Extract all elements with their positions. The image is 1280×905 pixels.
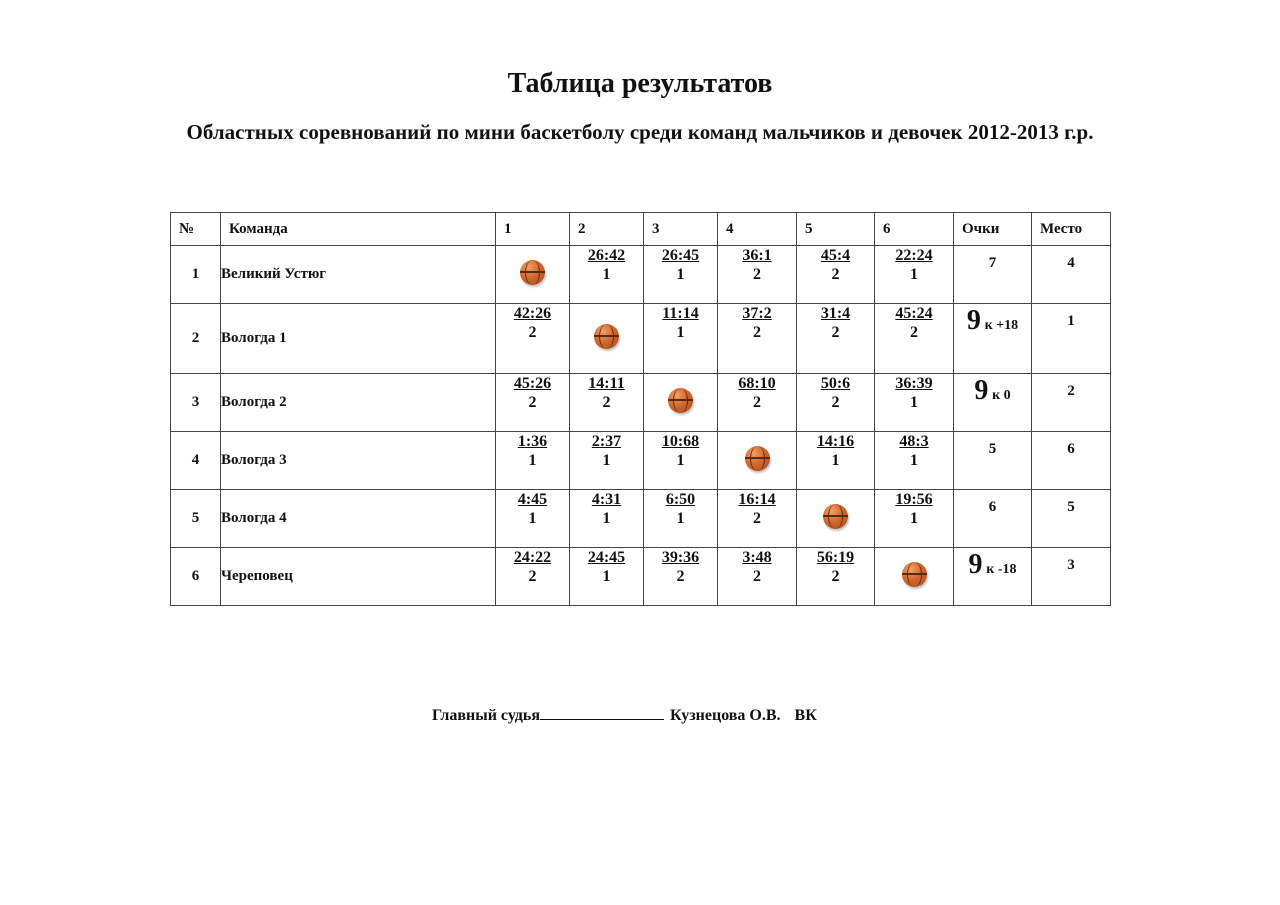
match-result-cell — [496, 304, 570, 374]
match-score: 36:39 — [895, 375, 933, 392]
match-score: 39:36 — [661, 549, 700, 566]
match-score: 48:3 — [899, 433, 929, 450]
match-points: 1 — [602, 568, 611, 585]
match-result-cell — [875, 304, 954, 374]
row-number: 1 — [171, 246, 221, 304]
header-col-2: 2 — [570, 213, 644, 246]
row-number: 4 — [171, 432, 221, 490]
header-row — [171, 213, 1111, 246]
page-subtitle: Областных соревнований по мини баскетболу среди команд мальчиков и девочек 2012-2013 г.р. — [186, 120, 1094, 144]
match-points: 1 — [528, 510, 537, 527]
match-result-cell — [644, 548, 718, 606]
match-score: 2:37 — [591, 433, 622, 450]
match-score: 22:24 — [895, 247, 933, 264]
basketball-icon — [823, 504, 848, 529]
table-row — [171, 432, 1111, 490]
header-col-4: 4 — [718, 213, 797, 246]
self-match-cell — [644, 374, 718, 432]
match-points: 1 — [676, 266, 685, 283]
table-row — [171, 246, 1111, 304]
total-points: 5 — [954, 432, 1032, 490]
match-result-cell — [644, 490, 718, 548]
team-name: Вологда 2 — [221, 374, 496, 432]
match-result-cell — [644, 432, 718, 490]
match-points: 1 — [910, 266, 918, 283]
signature-line — [432, 704, 817, 725]
self-match-cell — [496, 246, 570, 304]
match-result-cell — [570, 374, 644, 432]
match-result-cell — [496, 374, 570, 432]
match-result-cell — [718, 548, 797, 606]
match-score: 14:11 — [588, 375, 625, 392]
points-tiebreak-note: к 0 — [992, 388, 1011, 403]
match-score: 42:26 — [513, 305, 552, 322]
match-result-cell — [570, 548, 644, 606]
match-points: 2 — [753, 324, 761, 341]
match-score: 26:45 — [661, 247, 700, 264]
judge-label: Главный судья — [432, 707, 541, 724]
match-score: 45:24 — [895, 305, 933, 322]
points-tiebreak-note: к -18 — [986, 562, 1017, 577]
match-points: 2 — [753, 266, 761, 283]
match-points: 2 — [753, 394, 761, 411]
team-name: Вологда 3 — [221, 432, 496, 490]
team-name: Вологда 4 — [221, 490, 496, 548]
match-score: 11:14 — [662, 305, 699, 322]
match-points: 2 — [676, 568, 685, 585]
match-points: 2 — [528, 568, 537, 585]
match-result-cell — [797, 432, 875, 490]
match-result-cell — [496, 548, 570, 606]
final-place: 4 — [1032, 246, 1111, 304]
final-place: 6 — [1032, 432, 1111, 490]
match-result-cell — [797, 374, 875, 432]
match-result-cell — [570, 490, 644, 548]
match-points: 1 — [528, 452, 537, 469]
header-col-5: 5 — [797, 213, 875, 246]
points-value: 9 — [966, 305, 981, 336]
total-points — [954, 304, 1032, 374]
self-match-cell — [797, 490, 875, 548]
match-points: 1 — [676, 324, 685, 341]
header-place: Место — [1032, 213, 1111, 246]
match-points: 1 — [602, 510, 611, 527]
match-score: 19:56 — [895, 491, 933, 508]
final-place: 1 — [1032, 304, 1111, 374]
match-result-cell — [797, 548, 875, 606]
table-row — [171, 374, 1111, 432]
final-place: 2 — [1032, 374, 1111, 432]
match-score: 45:4 — [820, 247, 851, 264]
row-number: 6 — [171, 548, 221, 606]
header-col-1: 1 — [496, 213, 570, 246]
match-score: 1:36 — [517, 433, 548, 450]
total-points — [954, 374, 1032, 432]
row-number: 3 — [171, 374, 221, 432]
match-result-cell — [875, 432, 954, 490]
basketball-icon — [594, 324, 619, 349]
match-score: 36:1 — [742, 247, 772, 264]
match-score: 4:45 — [517, 491, 548, 508]
match-points: 2 — [753, 510, 761, 527]
final-place: 5 — [1032, 490, 1111, 548]
self-match-cell — [718, 432, 797, 490]
page-title: Таблица результатов — [507, 68, 773, 99]
match-points: 2 — [528, 394, 537, 411]
match-points: 1 — [602, 452, 611, 469]
match-result-cell — [644, 246, 718, 304]
match-result-cell — [570, 432, 644, 490]
match-points: 2 — [831, 324, 840, 341]
match-points: 2 — [602, 394, 611, 411]
team-name: Вологда 1 — [221, 304, 496, 374]
match-result-cell — [875, 374, 954, 432]
match-score: 4:31 — [591, 491, 622, 508]
header-team: Команда — [221, 213, 496, 246]
match-score: 31:4 — [820, 305, 851, 322]
match-points: 1 — [602, 266, 611, 283]
match-score: 68:10 — [738, 375, 776, 392]
total-points: 6 — [954, 490, 1032, 548]
signature-blank — [540, 704, 664, 720]
header-col-6: 6 — [875, 213, 954, 246]
basketball-icon — [745, 446, 770, 471]
total-points — [954, 548, 1032, 606]
match-score: 50:6 — [820, 375, 851, 392]
match-score: 6:50 — [665, 491, 696, 508]
match-result-cell — [496, 490, 570, 548]
match-points: 2 — [753, 568, 761, 585]
basketball-icon — [520, 260, 545, 285]
match-score: 10:68 — [661, 433, 700, 450]
results-table — [170, 212, 1111, 606]
match-points: 2 — [831, 266, 840, 283]
match-points: 1 — [676, 510, 685, 527]
match-score: 45:26 — [513, 375, 552, 392]
table-row — [171, 490, 1111, 548]
team-name: Великий Устюг — [221, 246, 496, 304]
match-points: 2 — [831, 568, 840, 585]
match-score: 3:48 — [742, 549, 772, 566]
points-value: 9 — [968, 549, 983, 580]
row-number: 2 — [171, 304, 221, 374]
match-score: 24:45 — [587, 549, 626, 566]
match-score: 24:22 — [513, 549, 552, 566]
table-row — [171, 304, 1111, 374]
match-result-cell — [718, 374, 797, 432]
match-result-cell — [644, 304, 718, 374]
judge-category: ВК — [794, 707, 817, 724]
match-result-cell — [496, 432, 570, 490]
points-value: 9 — [974, 375, 989, 406]
match-score: 26:42 — [587, 247, 626, 264]
points-tiebreak-note: к +18 — [984, 318, 1019, 333]
match-score: 56:19 — [816, 549, 855, 566]
match-result-cell — [875, 490, 954, 548]
team-name: Череповец — [221, 548, 496, 606]
match-score: 37:2 — [742, 305, 772, 322]
match-points: 1 — [831, 452, 840, 469]
match-points: 1 — [676, 452, 685, 469]
self-match-cell — [570, 304, 644, 374]
judge-name: Кузнецова О.В. — [670, 707, 781, 724]
self-match-cell — [875, 548, 954, 606]
match-score: 14:16 — [816, 433, 855, 450]
match-points: 2 — [831, 394, 840, 411]
match-result-cell — [570, 246, 644, 304]
match-points: 2 — [910, 324, 918, 341]
match-points: 1 — [910, 452, 918, 469]
match-score: 16:14 — [738, 491, 776, 508]
match-result-cell — [718, 490, 797, 548]
table-row — [171, 548, 1111, 606]
header-number: № — [171, 213, 221, 246]
match-points: 1 — [910, 394, 918, 411]
total-points: 7 — [954, 246, 1032, 304]
match-points: 1 — [910, 510, 918, 527]
match-result-cell — [875, 246, 954, 304]
basketball-icon — [902, 562, 927, 587]
header-points: Очки — [954, 213, 1032, 246]
match-result-cell — [797, 246, 875, 304]
match-points: 2 — [528, 324, 537, 341]
row-number: 5 — [171, 490, 221, 548]
match-result-cell — [797, 304, 875, 374]
basketball-icon — [668, 388, 693, 413]
header-col-3: 3 — [644, 213, 718, 246]
match-result-cell — [718, 304, 797, 374]
match-result-cell — [718, 246, 797, 304]
final-place: 3 — [1032, 548, 1111, 606]
